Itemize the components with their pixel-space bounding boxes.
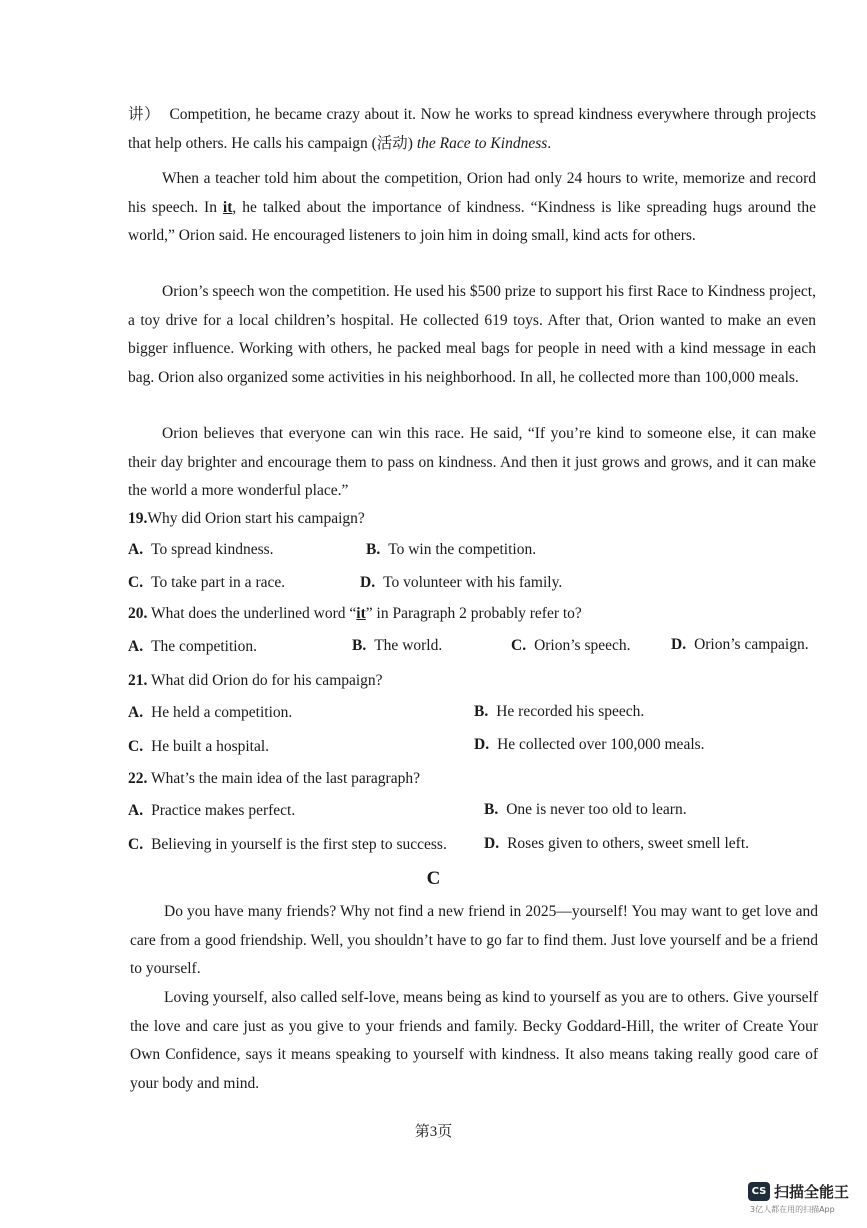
- question-21-option-c[interactable]: C. He built a hospital.: [128, 738, 270, 755]
- question-19-option-c[interactable]: C. To take part in a race.: [128, 574, 286, 591]
- question-20-option-b[interactable]: B. The world.: [352, 637, 443, 654]
- question-19-option-d[interactable]: D. To volunteer with his family.: [360, 574, 563, 591]
- question-22-option-d[interactable]: D. Roses given to others, sweet smell left.: [484, 835, 750, 852]
- question-22-option-c[interactable]: C. Believing in yourself is the first step to success.: [128, 836, 447, 853]
- page-number: 第3页: [414, 1124, 453, 1140]
- question-21-option-b[interactable]: B. He recorded his speech.: [474, 703, 645, 720]
- question-22-option-b[interactable]: B. One is never too old to learn.: [484, 801, 687, 818]
- passage-b-paragraph-2: When a teacher told him about the competition, Orion had only 24 hours to write, memorize and record his speech. In it, he talked about the importance of kindness. “Kindness is like spreading hugs around the world,” Orion said. He encouraged listeners to join him in doing small, kind acts for others.: [128, 170, 816, 245]
- question-22-option-a[interactable]: A. Practice makes perfect.: [128, 802, 296, 819]
- underlined-word-it: it: [222, 198, 233, 216]
- scanner-watermark: [748, 1180, 849, 1202]
- camscanner-logo-icon: CS: [748, 1182, 770, 1201]
- question-20-option-d[interactable]: D. Orion’s campaign.: [671, 636, 809, 653]
- passage-b-paragraph-3: Orion’s speech won the competition. He used his $500 prize to support his first Race to Kindness project, a toy drive for a local children’s hospital. He collected 619 toys. After that, Orion wanted to make an even bigger influence. Working with others, he packed meal bags for people in need with a kind message in each bag. Orion also organized some activities in his neighborhood. In all, he collected more than 100,000 meals.: [128, 283, 816, 386]
- watermark-tagline: 3亿人都在用的扫描App: [750, 1205, 835, 1214]
- question-20: 20. What does the underlined word “it” in Paragraph 2 probably refer to?: [128, 605, 582, 622]
- passage-b-paragraph-4: Orion believes that everyone can win this race. He said, “If you’re kind to someone else, it can make their day brighter and encourage them to pass on kindness. And then it just grows and grows, and it can make the world a more wonderful place.”: [128, 425, 816, 500]
- question-20-option-c[interactable]: C. Orion’s speech.: [511, 637, 631, 654]
- question-21: 21. What did Orion do for his campaign?: [128, 672, 383, 689]
- question-19: 19.Why did Orion start his campaign?: [128, 510, 365, 527]
- question-21-option-a[interactable]: A. He held a competition.: [128, 704, 293, 721]
- passage-b-paragraph-1: 讲） Competition, he became crazy about it. Now he works to spread kindness everywhere through projects that help others. He calls his campaign (活动) the Race to Kindness.: [128, 106, 816, 152]
- section-c-paragraph-2: Loving yourself, also called self-love, means being as kind to yourself as you are to others. Give yourself the love and care just as you give to your friends and family. Becky Goddard-Hill, the writer of Create Your Own Confidence, says it means speaking to yourself with kindness. It also means taking really good care of your body and mind.: [130, 989, 818, 1092]
- question-20-option-a[interactable]: A. The competition.: [128, 638, 257, 655]
- question-19-option-a[interactable]: A. To spread kindness.: [128, 541, 274, 558]
- section-c-paragraph-1: Do you have many friends? Why not find a new friend in 2025—yourself! You may want to get love and care from a good friendship. Well, you shouldn’t have to go far to find them. Just love yourself and be a friend to yourself.: [130, 903, 818, 978]
- question-21-option-d[interactable]: D. He collected over 100,000 meals.: [474, 736, 705, 753]
- question-19-option-b[interactable]: B. To win the competition.: [366, 541, 537, 558]
- question-22: 22. What’s the main idea of the last paragraph?: [128, 770, 420, 787]
- watermark-app-name: 扫描全能王: [774, 1182, 850, 1201]
- section-c-heading: C: [426, 868, 441, 889]
